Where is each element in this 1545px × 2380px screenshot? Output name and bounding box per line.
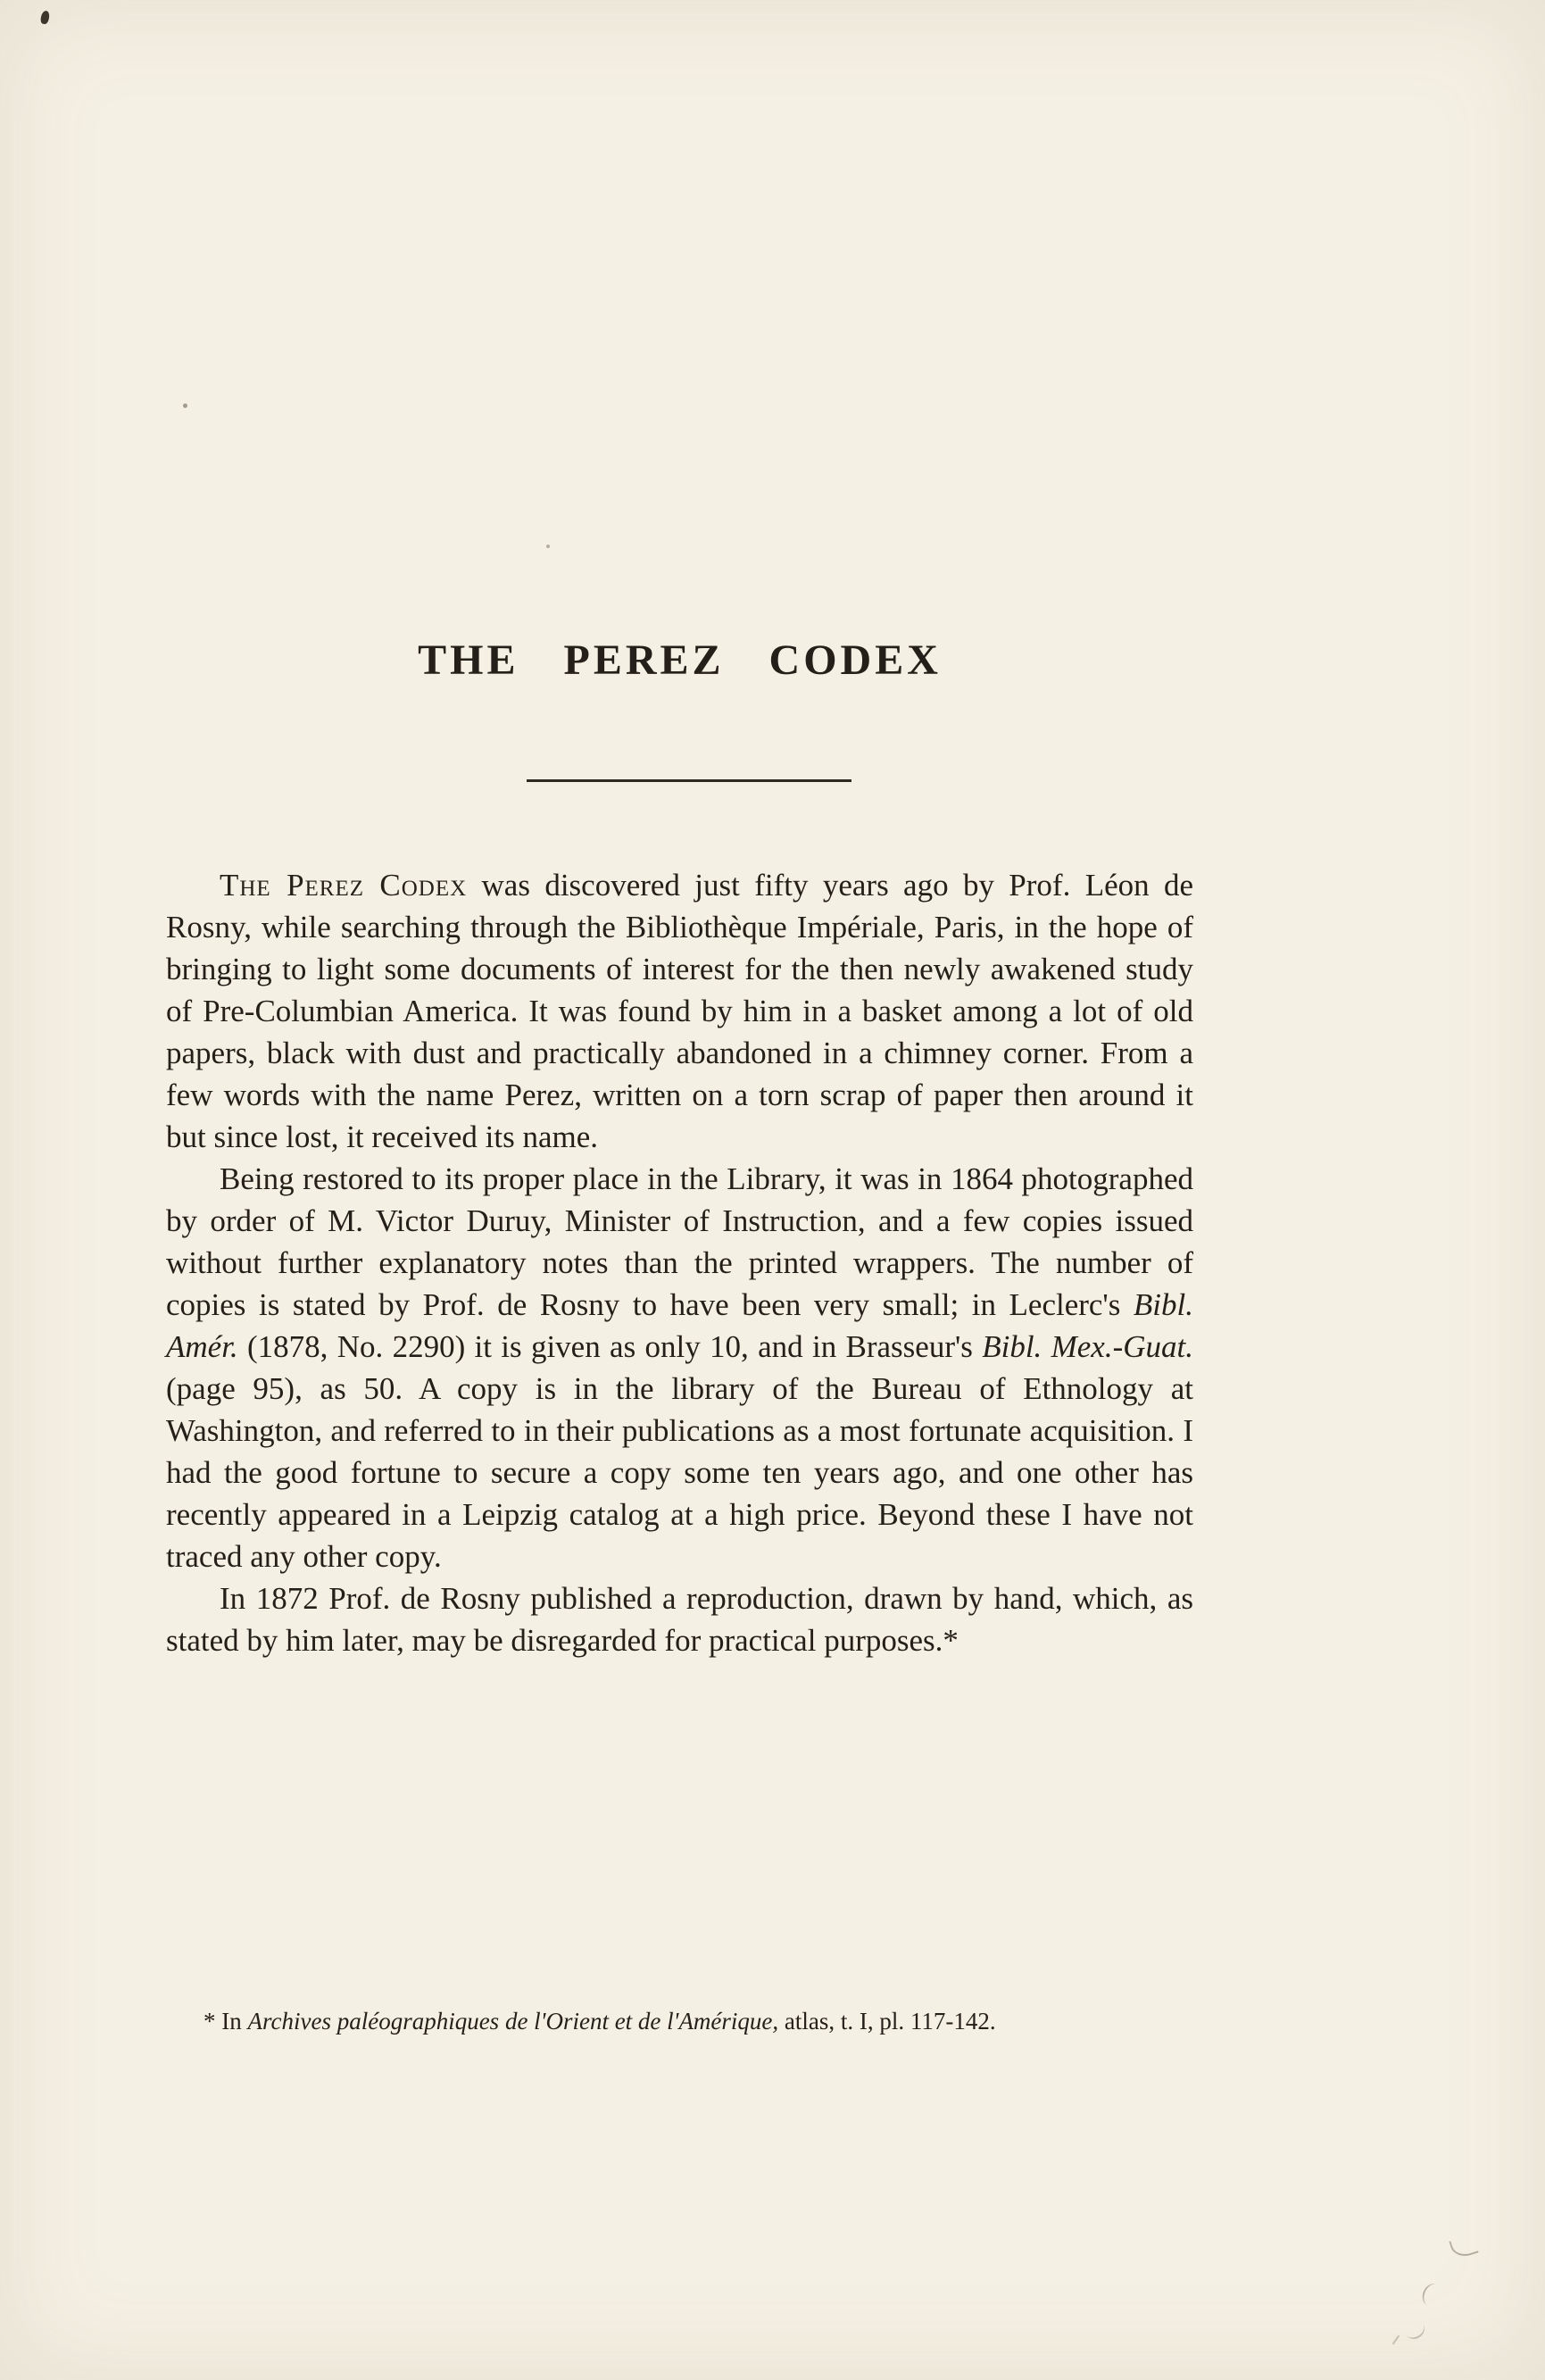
pencil-stroke xyxy=(1419,2281,1446,2309)
pencil-marks xyxy=(1392,2232,1508,2357)
scan-speck xyxy=(183,404,187,408)
text-segment-italic: Bibl. Amér. xyxy=(166,1287,1193,1364)
text-segment-normal: atlas, t. I, pl. 117-142. xyxy=(778,2008,996,2035)
text-segment-normal: (1878, No. 2290) it is given as only 10, and in Brasseur's xyxy=(237,1329,983,1364)
paragraph xyxy=(166,1577,1193,1661)
scan-speck xyxy=(546,545,550,548)
text-segment-italic: Archives paléographiques de l'Orient et de l'Amérique, xyxy=(247,2008,779,2035)
text-segment-normal: * In xyxy=(204,2008,248,2035)
paragraph xyxy=(166,864,1193,1158)
body-text xyxy=(166,864,1193,1661)
pencil-stroke xyxy=(1449,2234,1478,2260)
pencil-stroke xyxy=(1392,2335,1408,2351)
text-segment-normal: (page 95), as 50. A copy is in the library of the Bureau of Ethnology at Washington, and referred to in their publications as a most fortunate acquisition. I had the good fortune to secure a copy some ten years ago, and one other has recently appeared in a Leipzig catalog at a high price. Beyond these I have not traced any other copy. xyxy=(166,1371,1193,1574)
title-divider-rule xyxy=(527,779,851,782)
footnote xyxy=(166,2007,1201,2035)
text-segment-normal: Being restored to its proper place in the Library, it was in 1864 photographed by order of M. Victor Duruy, Minister of Instruction, and a few copies issued without further explanatory notes than the printed wrappers. The number of copies is stated by Prof. de Rosny to have been very small; in Leclerc's xyxy=(166,1161,1193,1322)
page-title: THE PEREZ CODEX xyxy=(418,637,942,684)
text-segment-normal: In 1872 Prof. de Rosny published a reproduction, drawn by hand, which, as stated by him later, may be disregarded for practical purposes.* xyxy=(166,1581,1193,1658)
text-segment-italic: Bibl. Mex.-Guat. xyxy=(982,1329,1193,1364)
text-segment-smallcaps: The Perez Codex xyxy=(220,868,468,903)
paragraph xyxy=(166,1158,1193,1577)
text-segment-normal: was discovered just fifty years ago by Prof. Léon de Rosny, while searching through the Bibliothèque Impériale, Paris, in the hope of bringing to light some documents of interest for the then newly awakened study of Pre-Columbian America. It was found by him in a basket among a lot of old papers, black with dust and practically abandoned in a chimney corner. From a few words with the name Perez, written on a torn scrap of paper then around it but since lost, it received its name. xyxy=(166,868,1194,1154)
ink-speck xyxy=(40,10,51,25)
